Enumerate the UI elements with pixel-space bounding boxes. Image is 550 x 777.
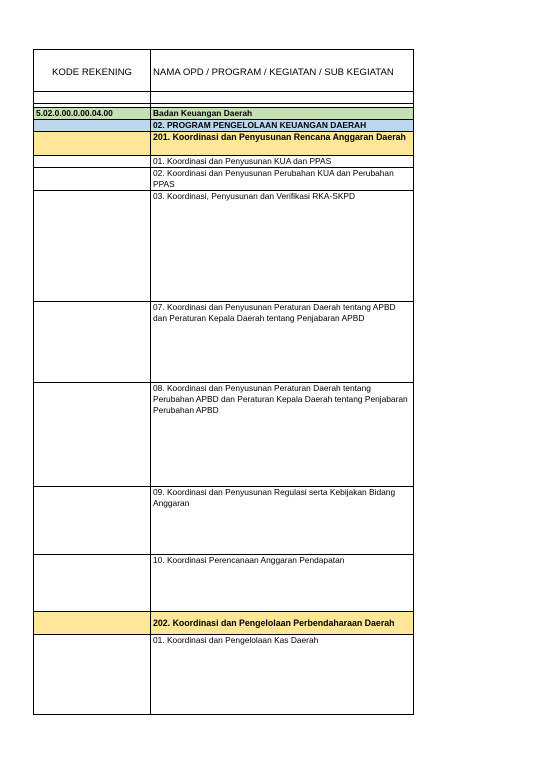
sub-kegiatan-row xyxy=(34,635,414,715)
header-kode-rekening: KODE REKENING xyxy=(34,50,151,92)
sub-kegiatan-row xyxy=(34,383,414,487)
kegiatan-kode xyxy=(34,132,151,156)
sub-kegiatan-nama: 01. Koordinasi dan Penyusunan KUA dan PPAS xyxy=(151,156,414,168)
header-row xyxy=(34,50,414,92)
kegiatan-row xyxy=(34,132,414,156)
opd-nama: Badan Keuangan Daerah xyxy=(151,108,414,120)
kegiatan-nama: 201. Koordinasi dan Penyusunan Rencana Anggaran Daerah xyxy=(151,132,414,156)
sub-kegiatan-nama: 03. Koordinasi, Penyusunan dan Verifikasi RKA-SKPD xyxy=(151,191,414,302)
sub-kegiatan-row xyxy=(34,156,414,168)
sub-kegiatan-row xyxy=(34,487,414,555)
sub-kegiatan-row xyxy=(34,302,414,383)
sub-kegiatan-row xyxy=(34,168,414,191)
spacer-row xyxy=(34,92,414,104)
opd-row xyxy=(34,108,414,120)
sub-kegiatan-nama: 02. Koordinasi dan Penyusunan Perubahan KUA dan Perubahan PPAS xyxy=(151,168,414,191)
budget-sheet xyxy=(33,49,413,715)
kegiatan-kode xyxy=(34,612,151,635)
program-nama: 02. PROGRAM PENGELOLAAN KEUANGAN DAERAH xyxy=(151,120,414,132)
header-nama: NAMA OPD / PROGRAM / KEGIATAN / SUB KEGIATAN xyxy=(151,50,414,92)
sub-kegiatan-nama: 08. Koordinasi dan Penyusunan Peraturan Daerah tentang Perubahan APBD dan Peraturan Kepala Daerah tentang Penjabaran Perubahan APBD xyxy=(151,383,414,487)
sub-kegiatan-nama: 10. Koordinasi Perencanaan Anggaran Pendapatan xyxy=(151,555,414,612)
sub-kegiatan-nama: 09. Koordinasi dan Penyusunan Regulasi serta Kebijakan Bidang Anggaran xyxy=(151,487,414,555)
program-kode xyxy=(34,120,151,132)
kegiatan-row xyxy=(34,612,414,635)
sub-kegiatan-nama: 01. Koordinasi dan Pengelolaan Kas Daerah xyxy=(151,635,414,715)
kegiatan-nama: 202. Koordinasi dan Pengelolaan Perbendaharaan Daerah xyxy=(151,612,414,635)
opd-kode: 5.02.0.00.0.00.04.00 xyxy=(34,108,151,120)
budget-table xyxy=(33,49,414,715)
sub-kegiatan-row xyxy=(34,191,414,302)
sub-kegiatan-row xyxy=(34,555,414,612)
sub-kegiatan-nama: 07. Koordinasi dan Penyusunan Peraturan Daerah tentang APBD dan Peraturan Kepala Daerah tentang Penjabaran APBD xyxy=(151,302,414,383)
program-row xyxy=(34,120,414,132)
